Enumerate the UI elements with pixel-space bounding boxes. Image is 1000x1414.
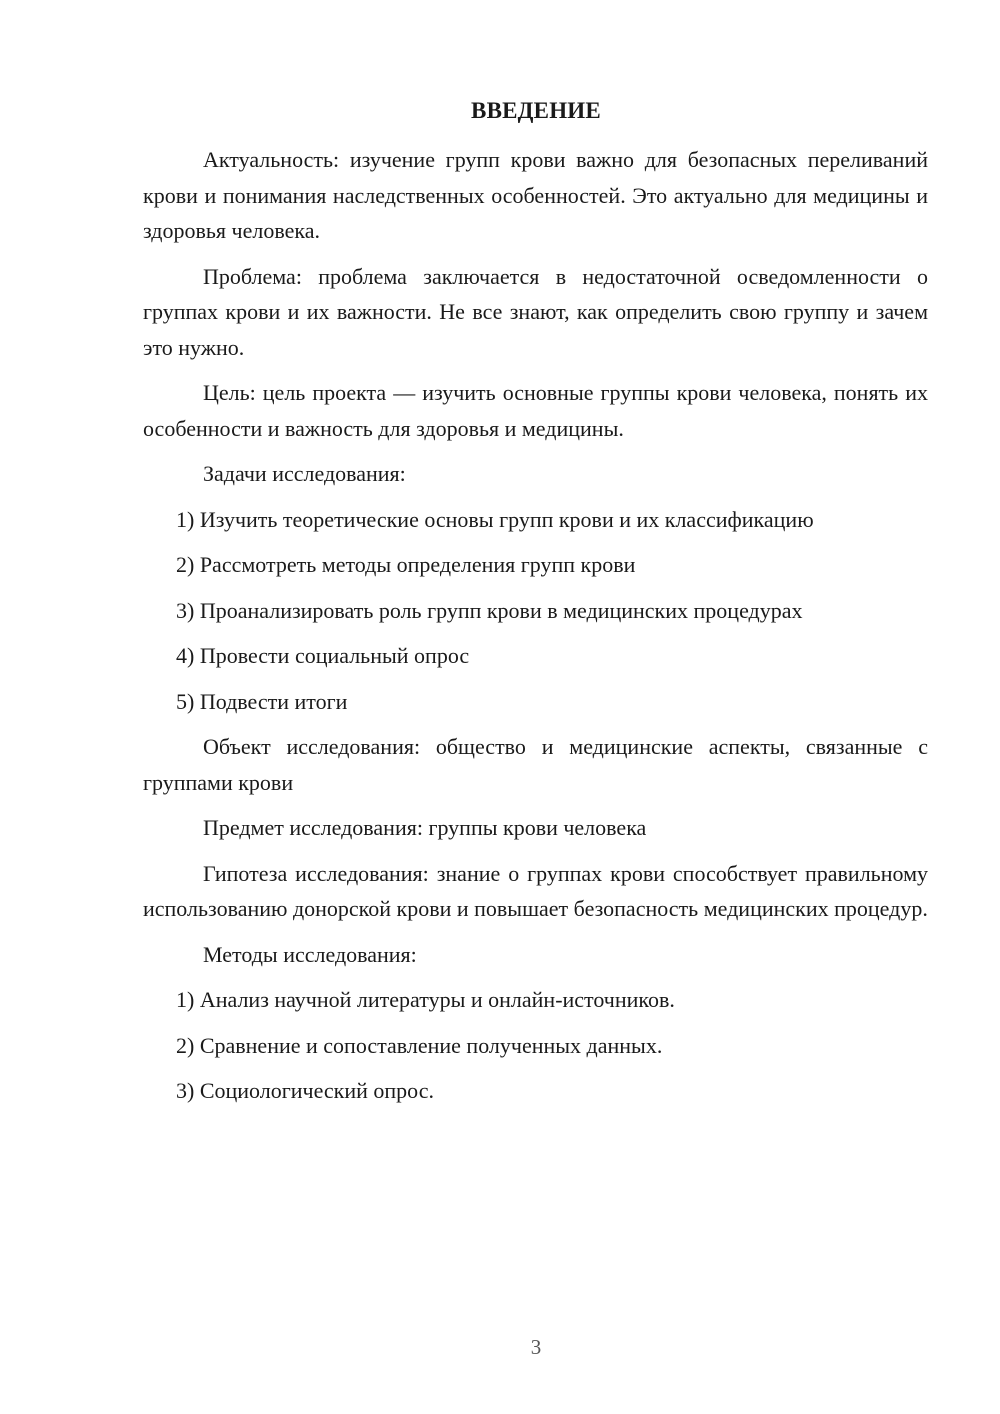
list-item: 3) Проанализировать роль групп крови в медицинских процедурах [176,597,803,623]
list-item: 1) Изучить теоретические основы групп крови и их классификацию [176,506,814,532]
object-paragraph: Объект исследования: общество и медицинские аспекты, связанные с группами крови [143,734,928,795]
list-item: 5) Подвести итоги [176,688,348,714]
list-item: 3) Социологический опрос. [176,1078,434,1103]
hypothesis-paragraph: Гипотеза исследования: знание о группах крови способствует правильному использованию донорской крови и повышает безопасность медицинских процедур. [143,860,928,921]
tasks-list [143,502,928,720]
subject-paragraph: Предмет исследования: группы крови человека [203,815,647,840]
methods-heading: Методы исследования: [203,941,417,967]
tasks-heading: Задачи исследования: [203,461,406,486]
relevance-paragraph: Актуальность: изучение групп крови важно для безопасных переливаний крови и понимания наследственных особенностей. Это актуально для медицины и здоровья человека. [143,147,928,243]
list-item: 2) Сравнение и сопоставление полученных данных. [176,1032,663,1058]
list-item: 1) Анализ научной литературы и онлайн-источников. [176,987,675,1012]
problem-paragraph: Проблема: проблема заключается в недостаточной осведомленности о группах крови и их важности. Не все знают, как определить свою группу и зачем это нужно. [143,263,928,360]
goal-paragraph: Цель: цель проекта — изучить основные группы крови человека, понять их особенности и важность для здоровья и медицины. [143,380,928,441]
methods-list [143,982,928,1109]
body-text [143,142,928,1119]
list-item: 2) Рассмотреть методы определения групп крови [176,552,636,577]
page-number: 3 [530,1335,542,1359]
list-item: 4) Провести социальный опрос [176,643,470,668]
section-title: ВВЕДЕНИЕ [471,98,601,123]
